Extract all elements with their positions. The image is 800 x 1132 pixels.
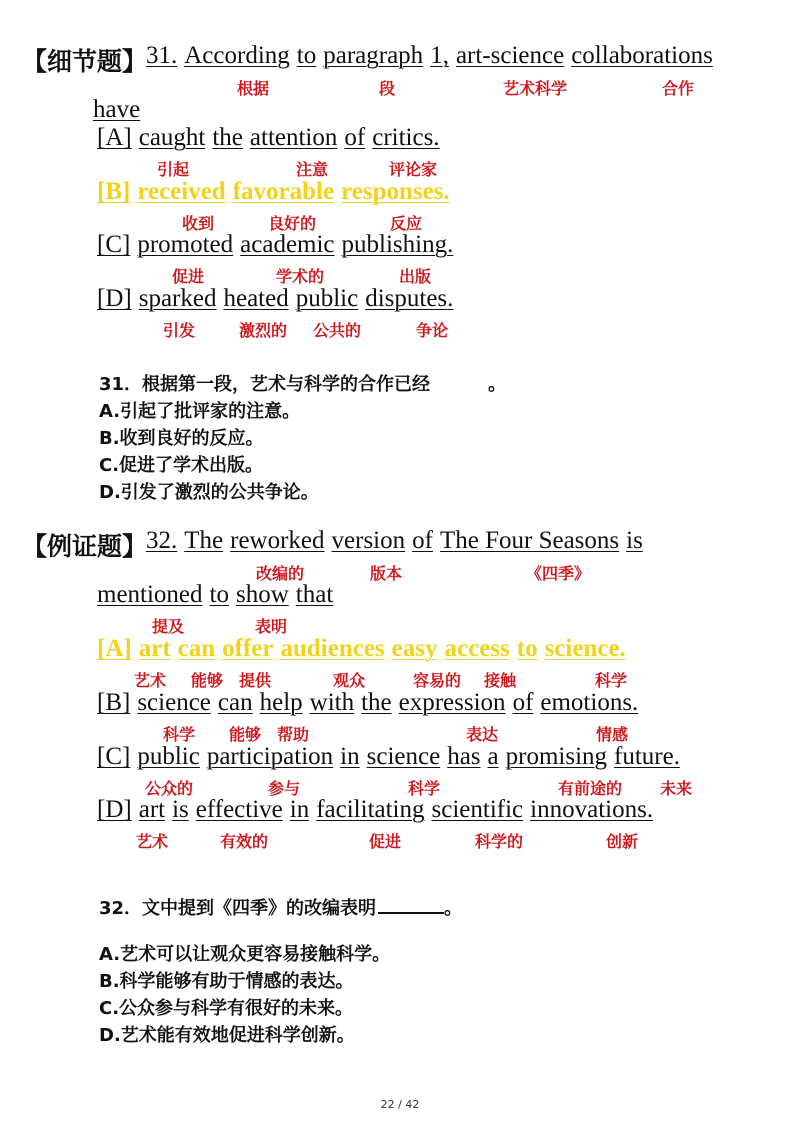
q32-cn-option-d: D.艺术能有效地促进科学创新。 [99,1025,355,1046]
q32-option-a-correct [97,635,626,663]
english-word: scientific [431,796,524,823]
english-word: collaborations [571,42,713,69]
q31-cn-option-b: B.收到良好的反应。 [99,428,264,449]
q32-cn-option-c: C.公众参与科学有很好的未来。 [99,998,354,1019]
english-word: publishing. [341,231,454,258]
gloss: 创新 [606,832,639,851]
english-word: is [626,527,643,554]
english-word: art-science [455,42,565,69]
gloss: 提及 [152,617,185,636]
q31-option-d [97,285,453,313]
q32-stem-line1 [146,527,643,555]
english-word: promising [505,743,608,770]
question-type-tag: 【例证题】 [22,532,148,561]
cn-stem-text: 32．文中提到《四季》的改编表明 [99,898,377,919]
english-word: audiences [280,635,385,662]
gloss: 合作 [662,79,695,98]
total-pages: 42 [405,1098,420,1111]
english-word: According [184,42,290,69]
gloss: 帮助 [277,725,310,744]
gloss: 出版 [399,267,432,286]
english-word: 1, [430,42,449,69]
gloss: 学术的 [276,267,325,286]
english-word: public [137,743,200,770]
answer-blank [378,898,444,914]
english-word: help [259,689,303,716]
q31-cn-option-a: A.引起了批评家的注意。 [99,401,301,422]
gloss: 艺术科学 [503,79,568,98]
english-word: of [412,527,433,554]
q31-cn-stem [99,370,506,396]
gloss: 激烈的 [239,321,288,340]
english-word: can [217,689,253,716]
english-word: participation [206,743,334,770]
english-word: easy [391,635,438,662]
gloss: 根据 [237,79,270,98]
q31-option-b-correct [97,178,450,206]
english-word: sparked [138,285,217,312]
gloss: 有效的 [220,832,269,851]
english-word: heated [223,285,289,312]
q32-option-b [97,689,638,717]
english-word: in [289,796,310,823]
gloss: 引起 [157,160,190,179]
question-type-tag: 【细节题】 [22,47,148,76]
english-word: [A] [97,635,132,662]
english-word: emotions. [540,689,639,716]
gloss: 观众 [333,671,366,690]
gloss: 反应 [390,214,423,233]
q31-stem-line1 [146,42,713,70]
gloss: 能够 [229,725,262,744]
english-word: science [137,689,211,716]
gloss: 科学 [408,779,441,798]
q32-cn-stem [99,894,462,920]
gloss: 表达 [466,725,499,744]
english-word: 31. [146,42,178,69]
gloss: 注意 [296,160,329,179]
gloss: 评论家 [389,160,438,179]
gloss: 科学 [163,725,196,744]
gloss: 艺术 [136,832,169,851]
english-word: reworked [230,527,325,554]
english-word: have [93,96,141,123]
gloss: 改编的 [256,564,305,583]
english-word: [D] [97,285,132,312]
english-word: critics. [372,124,440,151]
english-word: disputes. [365,285,454,312]
gloss: 良好的 [268,214,317,233]
q31-stem-line2 [93,96,140,124]
gloss: 参与 [268,779,301,798]
cn-stem-text: 31．根据第一段，艺术与科学的合作已经 [99,374,431,395]
english-word: to [296,42,317,69]
gloss: 情感 [596,725,629,744]
english-word: paragraph [323,42,424,69]
gloss: 科学的 [475,832,524,851]
english-word: The [184,527,224,554]
q31-option-a [97,124,440,152]
english-word: access [444,635,510,662]
current-page: 22 [380,1098,395,1111]
english-word: a [487,743,499,770]
english-word: mentioned [97,581,203,608]
gloss: 促进 [172,267,205,286]
gloss: 接触 [484,671,517,690]
gloss: 收到 [182,214,215,233]
q31-cn-option-c: C.促进了学术出版。 [99,455,264,476]
english-word: of [344,124,366,151]
gloss: 促进 [369,832,402,851]
english-word: with [309,689,355,716]
english-word: academic [240,231,335,258]
gloss: 科学 [595,671,628,690]
english-word: to [209,581,229,608]
q32-cn-option-a: A.艺术可以让观众更容易接触科学。 [99,944,391,965]
english-word: version [331,527,406,554]
english-word: of [512,689,534,716]
english-word: is [172,796,189,823]
q31-option-c [97,231,453,259]
english-word: offer [222,635,274,662]
english-word: attention [249,124,338,151]
english-word: favorable [232,178,335,205]
gloss: 有前途的 [558,779,623,798]
english-word: science. [544,635,626,662]
gloss: 公共的 [313,321,362,340]
english-word: The Four Seasons [439,527,620,554]
cn-stem-end: 。 [444,898,463,919]
english-word: received [137,178,226,205]
english-word: [B] [97,178,131,205]
english-word: to [516,635,538,662]
english-word: [C] [97,743,131,770]
english-word: responses. [341,178,450,205]
english-word: can [177,635,216,662]
page-separator: / [398,1098,402,1111]
english-word: expression [398,689,506,716]
english-word: art [138,635,171,662]
gloss: 提供 [239,671,272,690]
page-number [0,1098,800,1111]
gloss: 表明 [255,617,288,636]
q32-option-c [97,743,680,771]
gloss: 艺术 [134,671,167,690]
english-word: future. [614,743,680,770]
english-word: [A] [97,124,132,151]
q32-stem-line2 [97,581,333,609]
english-word: the [361,689,392,716]
english-word: 32. [146,527,178,554]
english-word: [B] [97,689,131,716]
english-word: facilitating [316,796,425,823]
english-word: innovations. [530,796,654,823]
q31-cn-option-d: D.引发了激烈的公共争论。 [99,482,319,503]
english-word: show [235,581,289,608]
english-word: [D] [97,796,132,823]
gloss: 能够 [191,671,224,690]
gloss: 《四季》 [526,564,591,583]
gloss: 争论 [416,321,449,340]
english-word: effective [195,796,283,823]
english-word: science [366,743,441,770]
english-word: [C] [97,231,131,258]
gloss: 版本 [370,564,403,583]
gloss: 公众的 [145,779,194,798]
english-word: the [212,124,243,151]
english-word: that [295,581,334,608]
english-word: has [447,743,481,770]
cn-stem-end: 。 [488,374,507,395]
q32-option-d [97,796,653,824]
gloss: 容易的 [413,671,462,690]
gloss: 未来 [660,779,693,798]
gloss: 引发 [163,321,196,340]
english-word: caught [138,124,206,151]
english-word: public [295,285,359,312]
q32-cn-option-b: B.科学能够有助于情感的表达。 [99,971,354,992]
english-word: art [138,796,166,823]
english-word: in [340,743,360,770]
english-word: promoted [137,231,234,258]
gloss: 段 [379,79,396,98]
